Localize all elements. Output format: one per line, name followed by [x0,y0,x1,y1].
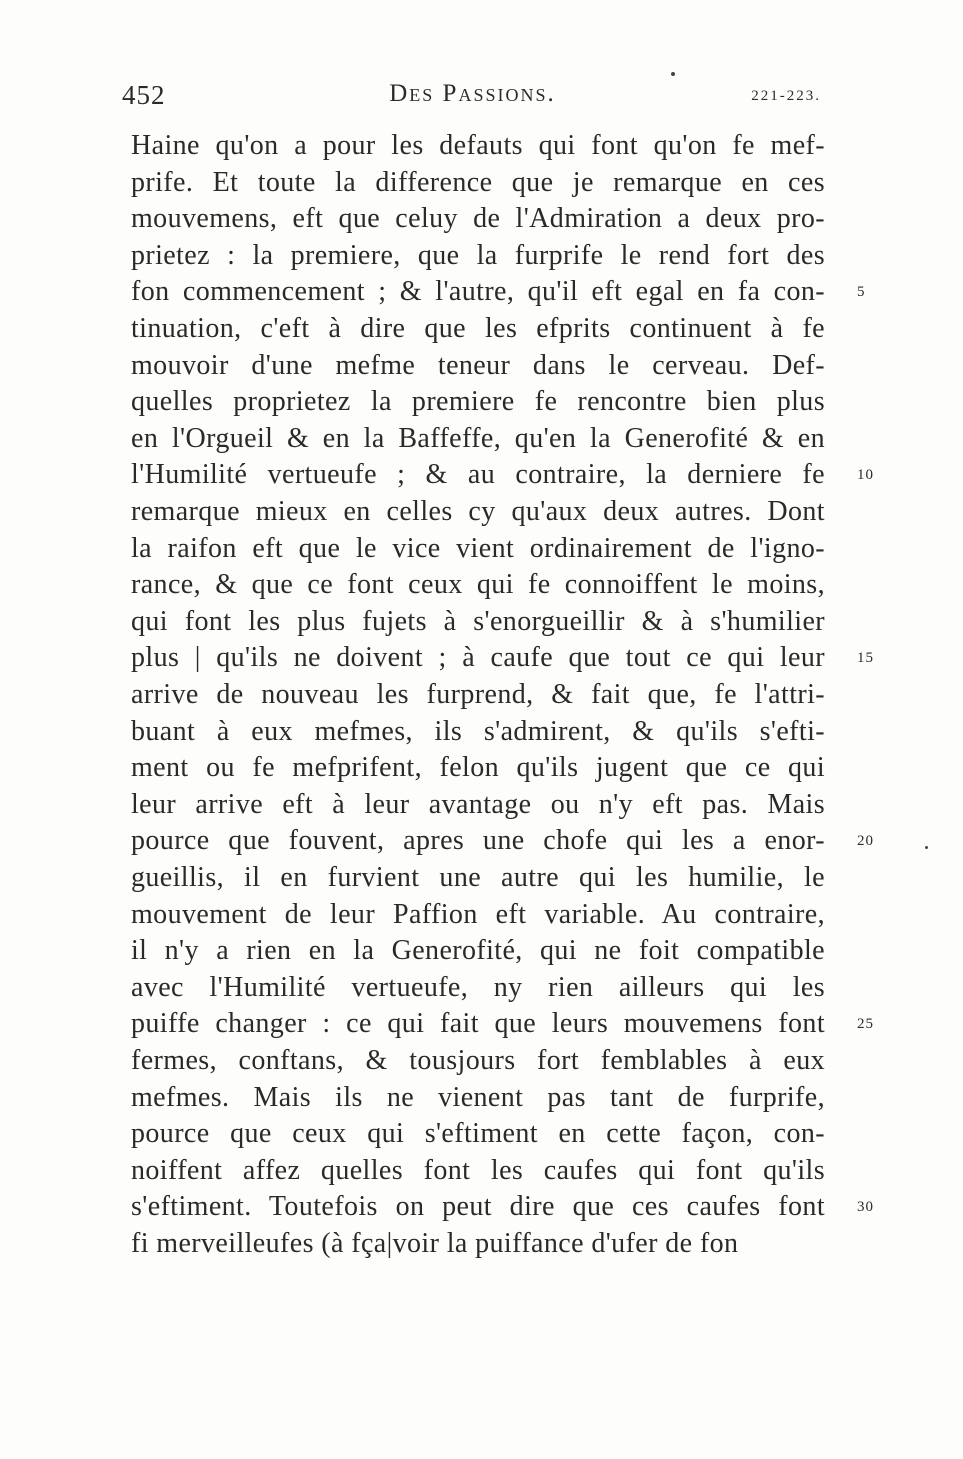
text-line: mouvemens, eft que celuy de l'Admiration a deux pro- [131,203,825,235]
text-line: tinuation, c'eft à dire que les efprits continuent à fe [131,313,825,344]
text-line: il n'y a rien en la Generofité, qui ne foit compatible [131,935,825,967]
running-title: Des Passions. [389,80,556,107]
text-line: remarque mieux en celles cy qu'aux deux autres. Dont [131,496,825,527]
text-line: noiffent affez quelles font les caufes qui font qu'ils [131,1154,825,1186]
text-line: ment ou fe mefprifent, felon qu'ils jugent que ce qui [131,752,825,784]
text-line: arrive de nouveau les furprend, & fait que, fe l'attri- [131,679,825,710]
line-number: 20 [857,833,874,850]
running-head [120,80,825,116]
text-line: buant à eux mefmes, ils s'admirent, & qu'ils s'efti- [131,715,825,747]
text-line: en l'Orgueil & en la Baffeffe, qu'en la Generofité & en [131,422,825,454]
text-line: s'eftiment. Toutefois on peut dire que ces caufes font [131,1191,825,1223]
text-line: fi merveilleufes (à fça|voir la puiffance d'ufer de fon [131,1228,739,1259]
text-line: qui font les plus fujets à s'enorgueillir & à s'humilier [131,605,825,637]
text-line: plus | qu'ils ne doivent ; à caufe que tout ce qui leur [131,642,825,674]
text-line: prife. Et toute la difference que je remarque en ces [131,166,825,198]
page-number: 452 [122,80,166,110]
text-line: leur arrive eft à leur avantage ou n'y eft pas. Mais [131,788,825,820]
line-number: 25 [857,1016,874,1033]
section-reference: 221-223. [751,88,821,104]
text-line: l'Humilité vertueufe ; & au contraire, la derniere fe [131,459,825,491]
text-line: rance, & que ce font ceux qui fe connoiffent le moins, [131,569,825,601]
line-number: 30 [857,1199,874,1216]
text-line: mouvoir d'une mefme teneur dans le cerveau. Def- [131,349,825,381]
text-line: puiffe changer : ce qui fait que leurs mouvemens font [131,1008,825,1040]
text-line: gueillis, il en furvient une autre qui les humilie, le [131,862,825,893]
text-line: prietez : la premiere, que la furprife le rend fort des [131,239,825,271]
text-line: quelles proprietez la premiere fe rencontre bien plus [131,386,825,418]
print-speck [925,846,928,849]
text-line: la raifon eft que le vice vient ordinairement de l'igno- [131,532,825,564]
text-line: pource que ceux qui s'eftiment en cette façon, con- [131,1118,825,1150]
text-line: avec l'Humilité vertueufe, ny rien ailleurs qui les [131,971,825,1003]
text-line: fermes, conftans, & tousjours fort femblables à eux [131,1045,825,1076]
text-line: fon commencement ; & l'autre, qu'il eft egal en fa con- [131,276,825,308]
text-line: Haine qu'on a pour les defauts qui font qu'on fe mef- [131,130,825,161]
text-line: mouvement de leur Paffion eft variable. Au contraire, [131,898,825,930]
line-number: 15 [857,650,874,667]
line-number: 5 [857,284,866,301]
print-speck [671,72,675,76]
line-number: 10 [857,467,874,484]
text-line: mefmes. Mais ils ne vienent pas tant de furprife, [131,1081,825,1113]
text-line: pource que fouvent, apres une chofe qui les a enor- [131,825,825,857]
